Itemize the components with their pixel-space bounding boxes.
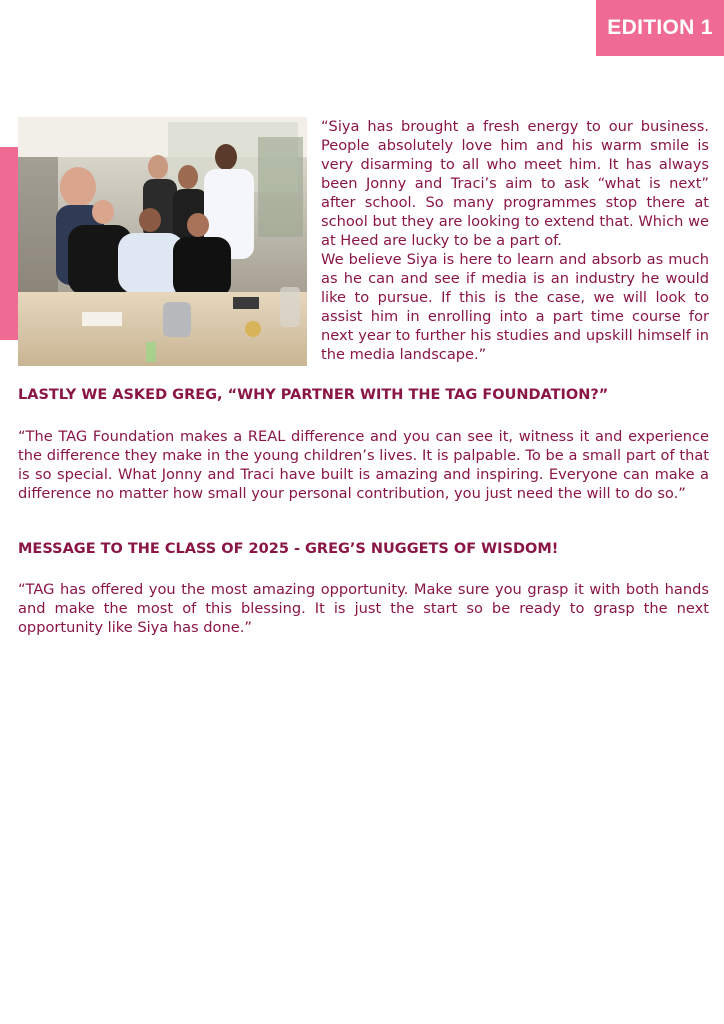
group-photo bbox=[18, 117, 307, 366]
intro-quote bbox=[321, 117, 709, 364]
intro-quote-paragraph-2: We believe Siya is here to learn and absorb as much as he can and see if media is an industry he would like to pursue. If this is the case, we will look to assist him in enrolling into a part time course for next year to further his studies and upskill himself in the media landscape.” bbox=[321, 251, 709, 363]
section-body-wisdom: “TAG has offered you the most amazing opportunity. Make sure you grasp it with both hands and make the most of this blessing. It is just the start so be ready to grasp the next opportunity like Siya has done.” bbox=[18, 581, 709, 636]
edition-badge: EDITION 1 bbox=[596, 0, 724, 56]
side-accent-bar bbox=[0, 147, 18, 340]
group-photo-icon bbox=[18, 117, 307, 366]
section-body-partner: “The TAG Foundation makes a REAL difference and you can see it, witness it and experience the difference they make in the young children’s lives. It is palpable. To be a small part of that is so special. What Jonny and Traci have built is amazing and inspiring. Everyone can make a difference no matter how small your personal contribution, you just need the will to do so.” bbox=[18, 428, 709, 502]
section-heading-partner: LASTLY WE ASKED GREG, “WHY PARTNER WITH THE TAG FOUNDATION?” bbox=[18, 387, 609, 403]
section-heading-wisdom: MESSAGE TO THE CLASS OF 2025 - GREG’S NUGGETS OF WISDOM! bbox=[18, 541, 559, 557]
intro-quote-paragraph-1: “Siya has brought a fresh energy to our business. People absolutely love him and his warm smile is very disarming to all who meet him. It has always been Jonny and Traci’s aim to ask “what is next” after school. So many programmes stop there at school but they are looking to extend that. Which we at Heed are lucky to be a part of. bbox=[321, 118, 709, 249]
